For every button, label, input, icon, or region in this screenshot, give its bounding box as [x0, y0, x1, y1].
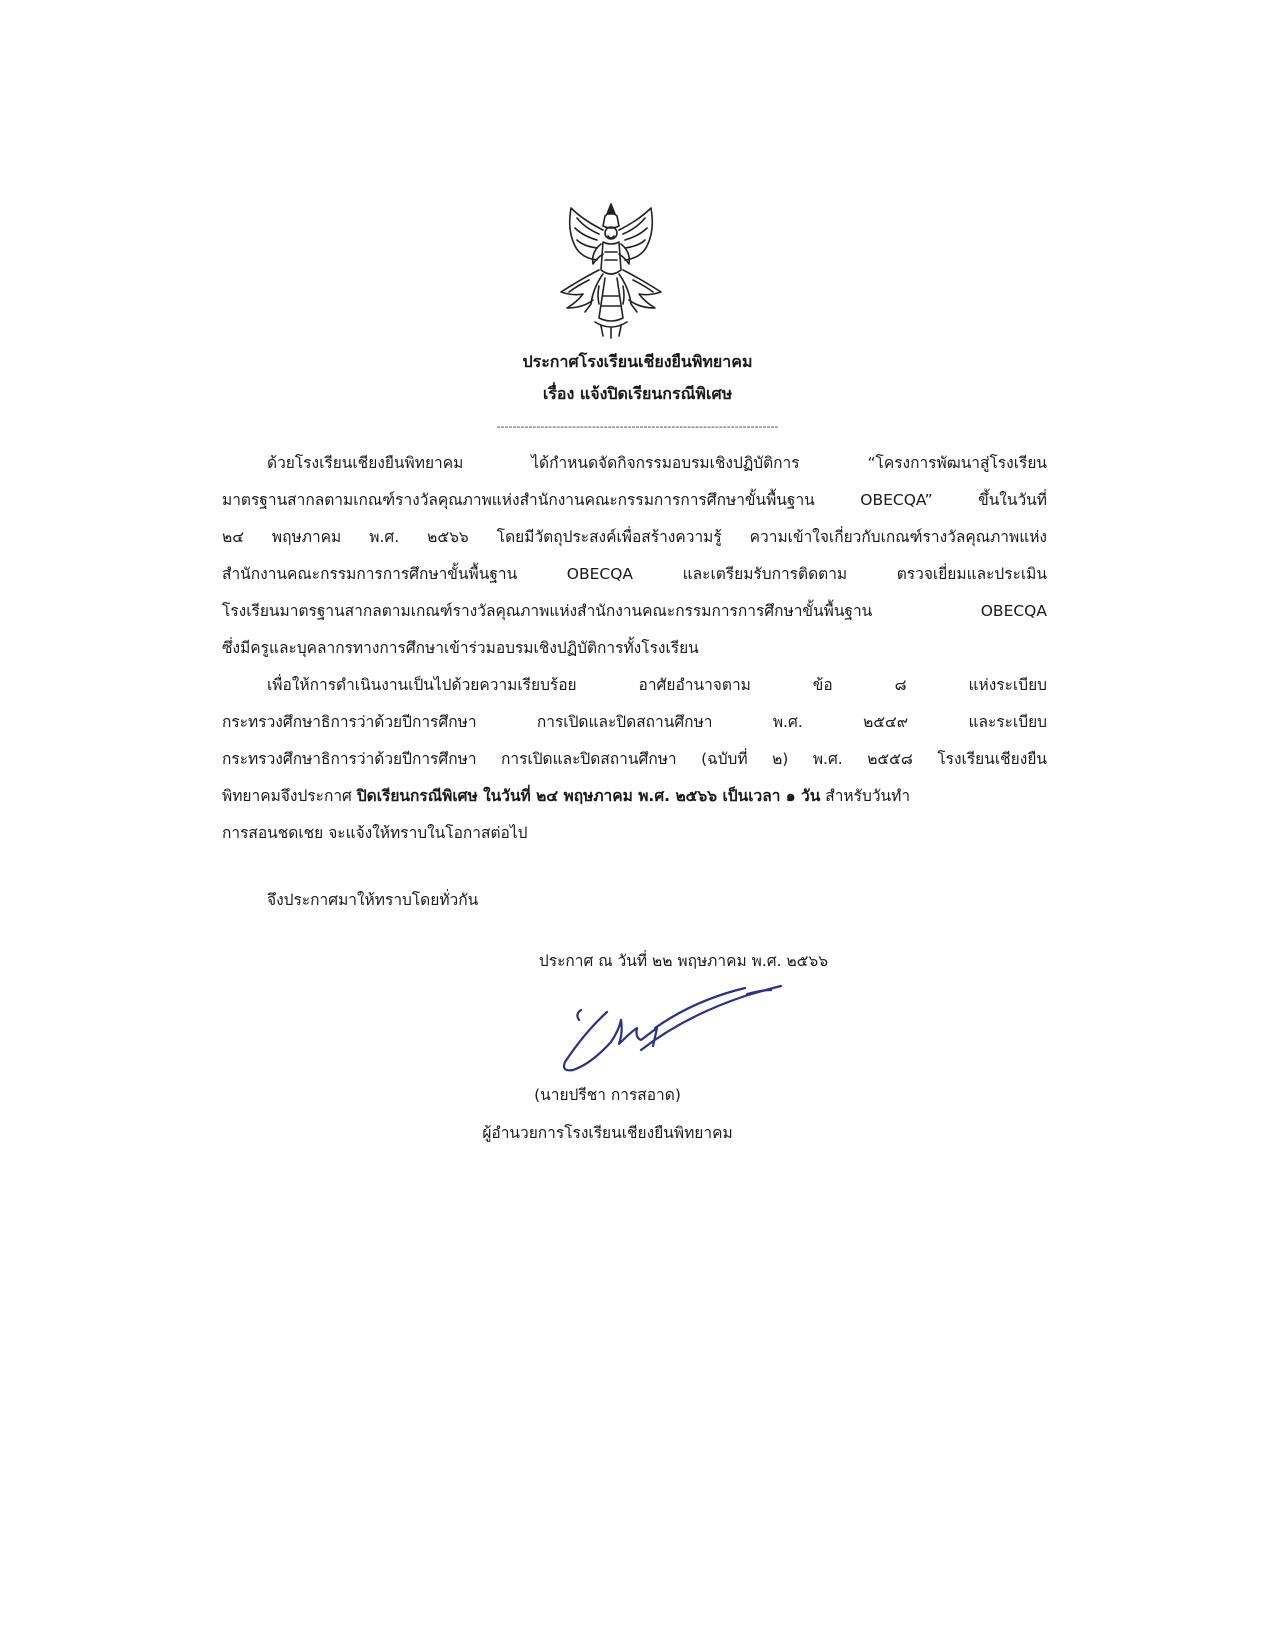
handwritten-signature — [545, 970, 795, 1085]
signer-position: ผู้อำนวยการโรงเรียนเชียงยืนพิทยาคม — [482, 1124, 733, 1142]
para2-line1: เพื่อให้การดำเนินงานเป็นไปด้วยความเรียบร้อย อาศัยอำนาจตาม ข้อ ๘ แห่งระเบียบ — [267, 676, 1047, 694]
para1-line6: ซึ่งมีครูและบุคลากรทางการศึกษาเข้าร่วมอบรมเชิงปฏิบัติการทั้งโรงเรียน — [222, 639, 699, 657]
garuda-emblem-icon — [553, 200, 669, 340]
announcement-title: ประกาศโรงเรียนเชียงยืนพิทยาคม — [522, 352, 753, 371]
para2-line5: การสอนชดเชย จะแจ้งให้ทราบในโอกาสต่อไป — [222, 824, 528, 842]
signer-name: (นายปรีชา การสอาด) — [534, 1086, 681, 1104]
announcement-subject: เรื่อง แจ้งปิดเรียนกรณีพิเศษ — [542, 384, 733, 403]
para1-line4: สำนักงานคณะกรรมการการศึกษาขั้นพื้นฐาน OBECQA และเตรียมรับการติดตาม ตรวจเยี่ยมและประเมิน — [222, 565, 1047, 583]
closing-statement: จึงประกาศมาให้ทราบโดยทั่วกัน — [267, 891, 479, 909]
closure-notice-bold: ปิดเรียนกรณีพิเศษ ในวันที่ ๒๔ พฤษภาคม พ.ศ. ๒๕๖๖ เป็นเวลา ๑ วัน — [356, 787, 821, 805]
para1-line2: มาตรฐานสากลตามเกณฑ์รางวัลคุณภาพแห่งสำนักงานคณะกรรมการการศึกษาขั้นพื้นฐาน OBECQA” ขึ้นในวันที่ — [222, 491, 1047, 509]
para2-line4-suffix: สำหรับวันทำ — [820, 787, 911, 805]
announcement-date: ประกาศ ณ วันที่ ๒๒ พฤษภาคม พ.ศ. ๒๕๖๖ — [538, 952, 829, 970]
para1-line5: โรงเรียนมาตรฐานสากลตามเกณฑ์รางวัลคุณภาพแห่งสำนักงานคณะกรรมการการศึกษาขั้นพื้นฐาน OBECQA — [222, 602, 1047, 620]
para2-line3: กระทรวงศึกษาธิการว่าด้วยปีการศึกษา การเปิดและปิดสถานศึกษา (ฉบับที่ ๒) พ.ศ. ๒๕๕๘ โรงเรียนเชียงยืน — [222, 750, 1047, 768]
para1-line1: ด้วยโรงเรียนเชียงยืนพิทยาคม ได้กำหนดจัดกิจกรรมอบรมเชิงปฏิบัติการ “โครงการพัฒนาสู่โรงเรียน — [267, 454, 1047, 472]
para2-line4 — [222, 786, 982, 806]
para2-line2: กระทรวงศึกษาธิการว่าด้วยปีการศึกษา การเปิดและปิดสถานศึกษา พ.ศ. ๒๕๔๙ และระเบียบ — [222, 713, 1047, 731]
para1-line3: ๒๔ พฤษภาคม พ.ศ. ๒๕๖๖ โดยมีวัตถุประสงค์เพื่อสร้างความรู้ ความเข้าใจเกี่ยวกับเกณฑ์รางวัลคุณภาพแห่ง — [222, 528, 1047, 546]
divider-line: ----------------------------------------------------------------------- — [496, 420, 779, 433]
para2-line4-prefix: พิทยาคมจึงประกาศ — [222, 787, 357, 805]
